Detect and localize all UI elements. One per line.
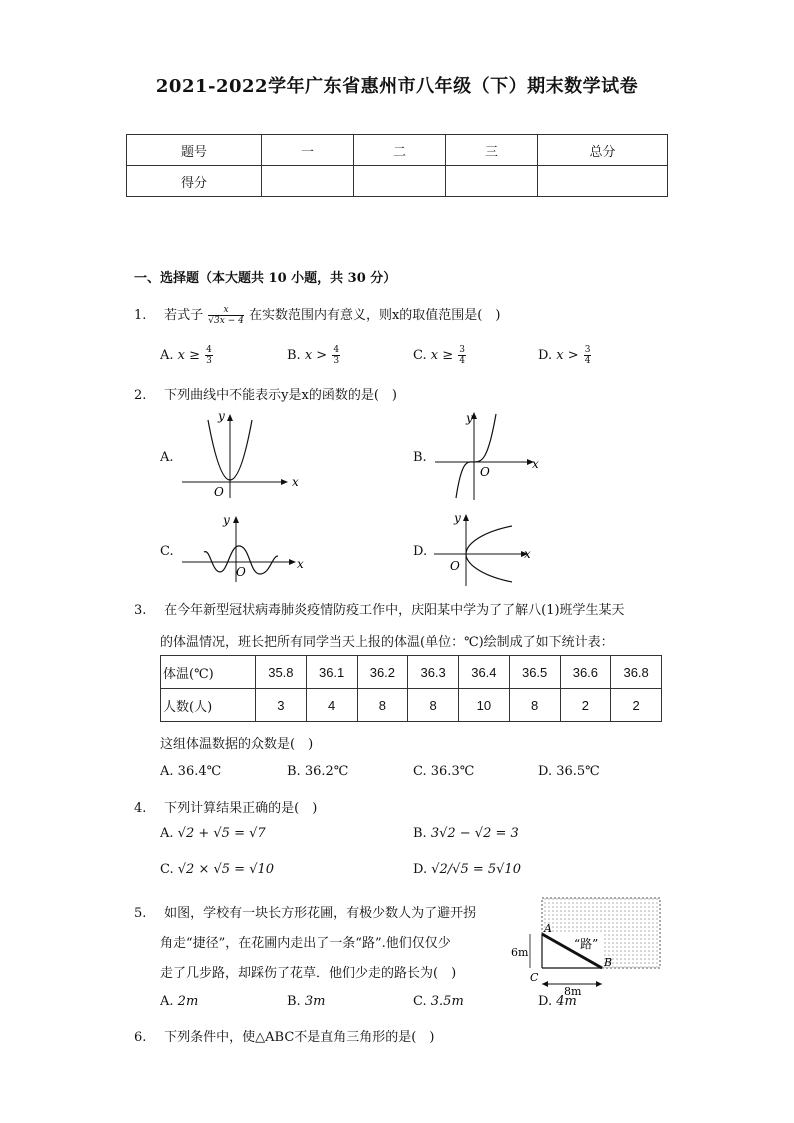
table-cell: 36.2	[357, 656, 408, 689]
option-label: C.	[413, 994, 427, 1009]
fraction-denominator: √3x − 4	[208, 316, 244, 326]
question-1	[134, 304, 500, 326]
question-text: 这组体温数据的众数是( )	[160, 737, 314, 752]
question-text: 的体温情况，班长把所有同学当天上报的体温(单位：℃)绘制成了如下统计表：	[160, 635, 614, 650]
graph-c	[180, 510, 310, 585]
table-cell: 2	[611, 689, 662, 722]
score-input-cell[interactable]	[354, 166, 446, 197]
graph-b	[430, 408, 550, 503]
option-value: x ≥	[430, 348, 454, 363]
table-cell: 8	[408, 689, 459, 722]
option-label: C.	[413, 764, 427, 779]
option-label: C.	[160, 862, 174, 877]
table-row	[161, 656, 662, 689]
question-3	[134, 599, 625, 618]
point-c-label: C	[530, 971, 539, 984]
option-label: B.	[287, 348, 301, 363]
fraction-numerator: x	[208, 305, 244, 316]
question-4	[134, 797, 317, 816]
option-value: 36.5℃	[556, 764, 600, 779]
option-a[interactable]	[160, 994, 198, 1009]
origin-label: O	[214, 485, 224, 499]
axis-y-label: y	[466, 411, 473, 425]
table-cell: 8	[509, 689, 560, 722]
table-cell: 8	[357, 689, 408, 722]
table-header-cell: 人数(人)	[161, 689, 256, 722]
side-length-label: 6m	[511, 946, 529, 959]
table-cell: 36.3	[408, 656, 459, 689]
score-table-row	[127, 166, 668, 197]
option-value: 36.4℃	[177, 764, 222, 779]
axis-x-label: x	[292, 475, 299, 489]
base-length-label: 8m	[564, 985, 582, 996]
option-value: x >	[556, 348, 579, 363]
table-cell: 总分	[538, 135, 668, 166]
table-row	[161, 689, 662, 722]
option-value: 3m	[304, 994, 326, 1009]
origin-label: O	[480, 465, 490, 479]
option-label: B.	[287, 764, 301, 779]
question-text: 下列条件中，使△ABC不是直角三角形的是( )	[164, 1030, 435, 1045]
option-c[interactable]	[413, 764, 474, 779]
page-title: 2021-2022学年广东省惠州市八年级（下）期末数学试卷	[155, 76, 639, 97]
table-cell: 36.4	[459, 656, 510, 689]
table-cell: 一	[262, 135, 354, 166]
table-header-cell: 体温(℃)	[161, 656, 256, 689]
option-label: A.	[160, 764, 174, 779]
fraction-numerator: 4	[206, 345, 212, 355]
option-d[interactable]	[538, 345, 592, 366]
graph-a	[180, 410, 300, 500]
garden-figure	[508, 894, 666, 996]
question-text: 如图，学校有一块长方形花圃，有极少数人为了避开拐	[164, 906, 477, 921]
option-b[interactable]	[287, 994, 325, 1009]
question-2	[134, 384, 397, 403]
table-cell: 36.5	[509, 656, 560, 689]
option-a[interactable]	[160, 826, 266, 841]
axis-x-label: x	[532, 457, 539, 471]
fraction	[208, 305, 244, 326]
axis-x-label: x	[297, 557, 304, 571]
option-value: 4m	[556, 994, 577, 1009]
question-text: 走了几步路，却踩伤了花草．他们少走的路长为( )	[160, 966, 457, 981]
option-c[interactable]	[160, 862, 274, 877]
option-label: A.	[160, 994, 174, 1009]
question-number: 5.	[134, 906, 147, 921]
point-a-label: A	[544, 922, 552, 935]
table-cell: 二	[354, 135, 446, 166]
table-cell: 10	[459, 689, 510, 722]
option-value: x >	[304, 348, 328, 363]
fraction-denominator: 3	[206, 356, 212, 366]
question-number: 2.	[134, 388, 147, 403]
option-label: B.	[413, 826, 427, 841]
axis-y-label: y	[223, 513, 230, 527]
fraction-numerator: 3	[584, 345, 591, 355]
option-value: 36.3℃	[430, 764, 475, 779]
fraction-numerator: 4	[333, 345, 340, 355]
table-cell: 36.1	[306, 656, 357, 689]
question-text: 下列计算结果正确的是( )	[164, 801, 318, 816]
path-label: “路”	[574, 937, 599, 951]
table-cell: 36.8	[611, 656, 662, 689]
option-value: √2 + √5 = √7	[177, 826, 266, 841]
question-text: 角走“捷径”，在花圃内走出了一条“路”.他们仅仅少	[160, 936, 451, 951]
score-input-cell[interactable]	[538, 166, 668, 197]
option-value: 3√2 − √2 = 3	[430, 826, 519, 841]
option-a[interactable]	[160, 345, 214, 366]
option-c[interactable]	[413, 345, 467, 366]
option-label: D.	[413, 862, 428, 877]
option-label: D.	[538, 994, 553, 1009]
origin-label: O	[236, 565, 246, 579]
fraction-denominator: 4	[459, 356, 465, 366]
table-cell: 36.6	[560, 656, 611, 689]
section-heading: 一、选择题（本大题共 10 小题，共 30 分）	[134, 271, 397, 286]
fraction-denominator: 3	[333, 356, 340, 366]
option-value: √2/√5 = 5√10	[431, 862, 521, 877]
option-d[interactable]	[538, 994, 577, 1009]
option-value: 3.5m	[430, 994, 464, 1009]
table-cell: 3	[256, 689, 307, 722]
option-b-label[interactable]: B.	[413, 450, 427, 465]
table-cell: 4	[306, 689, 357, 722]
table-cell: 三	[446, 135, 538, 166]
table-cell: 题号	[127, 135, 262, 166]
question-text: 若式子	[164, 308, 204, 323]
temperature-table	[160, 655, 662, 722]
option-label: B.	[287, 994, 301, 1009]
option-c[interactable]	[413, 994, 464, 1009]
table-cell: 得分	[127, 166, 262, 197]
option-d[interactable]	[538, 764, 600, 779]
score-input-cell[interactable]	[262, 166, 354, 197]
option-c-label[interactable]: C.	[160, 544, 174, 559]
option-label: D.	[538, 764, 553, 779]
question-text: 下列曲线中不能表示y是x的函数的是( )	[164, 388, 397, 403]
question-number: 6.	[134, 1030, 147, 1045]
table-cell: 2	[560, 689, 611, 722]
option-label: A.	[160, 826, 174, 841]
fraction-numerator: 3	[459, 345, 465, 355]
option-label: A.	[160, 348, 174, 363]
option-d-label[interactable]: D.	[413, 544, 428, 559]
option-b[interactable]	[287, 764, 348, 779]
origin-label: O	[450, 559, 460, 573]
axis-y-label: y	[218, 410, 225, 423]
question-number: 1.	[134, 308, 147, 323]
table-cell: 35.8	[256, 656, 307, 689]
graph-d	[432, 508, 542, 588]
option-a-label[interactable]: A.	[160, 450, 174, 465]
option-value: 2m	[177, 994, 199, 1009]
score-table	[126, 134, 668, 197]
option-b[interactable]	[287, 345, 341, 366]
score-input-cell[interactable]	[446, 166, 538, 197]
score-table-header-row	[127, 135, 668, 166]
question-text: 在实数范围内有意义，则x的取值范围是( )	[248, 308, 501, 323]
question-number: 4.	[134, 801, 147, 816]
option-label: C.	[413, 348, 427, 363]
point-b-label: B	[604, 956, 613, 969]
option-b[interactable]	[413, 826, 519, 841]
option-d[interactable]	[413, 862, 521, 877]
option-label: D.	[538, 348, 553, 363]
option-a[interactable]	[160, 764, 221, 779]
option-value: √2 × √5 = √10	[177, 862, 275, 877]
option-value: x ≥	[177, 348, 201, 363]
question-number: 3.	[134, 603, 147, 618]
question-6	[134, 1026, 434, 1045]
fraction-denominator: 4	[584, 356, 591, 366]
axis-x-label: x	[524, 547, 531, 561]
option-value: 36.2℃	[304, 764, 349, 779]
question-5	[134, 902, 476, 921]
question-text: 在今年新型冠状病毒肺炎疫情防疫工作中，庆阳某中学为了了解八(1)班学生某天	[164, 603, 625, 618]
axis-y-label: y	[454, 511, 461, 525]
